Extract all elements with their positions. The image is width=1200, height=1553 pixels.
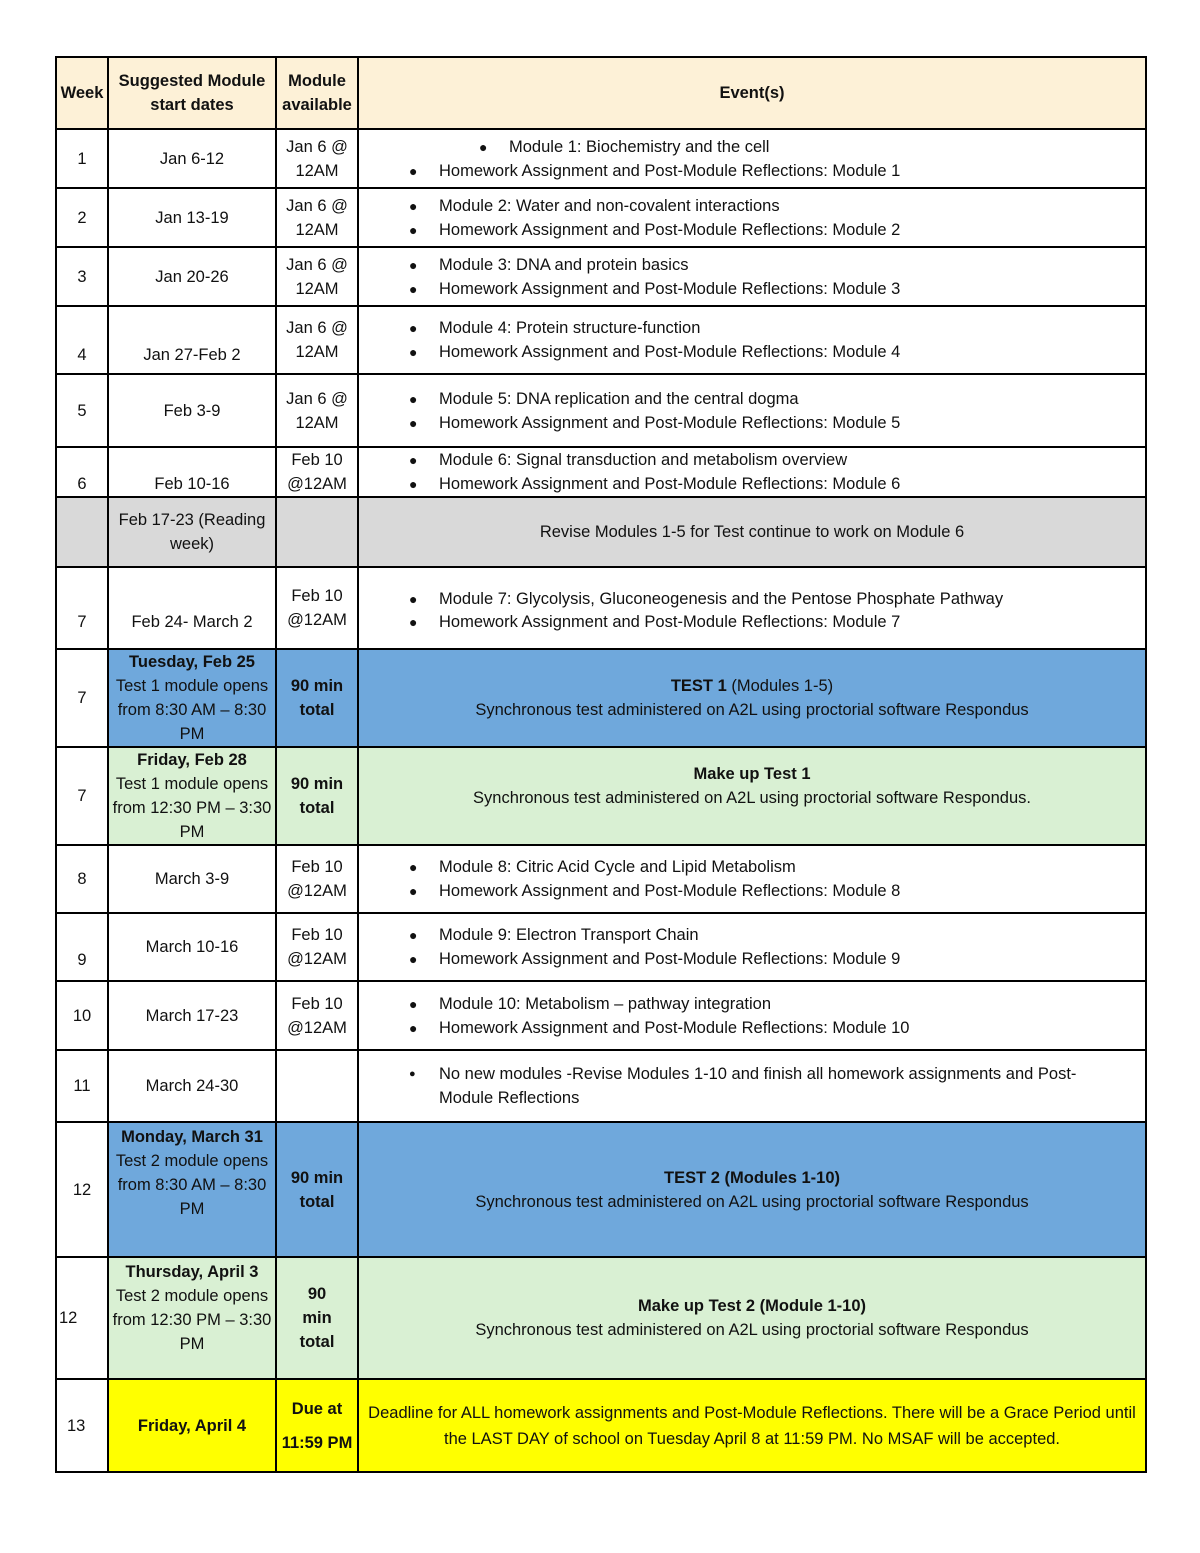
test-date: Tuesday, Feb 25	[129, 653, 255, 671]
dates-cell: Feb 24- March 2	[108, 567, 276, 649]
test-window: Test 2 module opens from 8:30 AM – 8:30 PM	[115, 1152, 269, 1218]
makeup-test-1-row	[56, 747, 1146, 845]
events-cell	[358, 374, 1146, 447]
dates-cell: Friday, April 4	[108, 1379, 276, 1472]
list-item: ● Homework Assignment and Post-Module Reflections: Module 4	[409, 343, 901, 361]
makeup-test-2-row	[56, 1257, 1146, 1379]
list-item: ● Module 9: Electron Transport Chain	[409, 926, 699, 944]
table-row	[56, 913, 1146, 981]
events-cell	[358, 188, 1146, 247]
available-cell: Feb 10 @12AM	[276, 845, 358, 913]
available-cell	[276, 1379, 358, 1472]
week-cell: 7	[56, 649, 108, 747]
test-description: Synchronous test administered on A2L using proctorial software Respondus	[475, 1321, 1029, 1339]
available-cell	[276, 1050, 358, 1122]
available-cell: Feb 10 @12AM	[276, 567, 358, 649]
table-row	[56, 567, 1146, 649]
test-title: Make up Test 2 (Module 1-10)	[638, 1297, 866, 1315]
events-cell	[358, 1122, 1146, 1257]
available-cell: Feb 10 @12AM	[276, 981, 358, 1050]
list-item: ● Homework Assignment and Post-Module Reflections: Module 1	[409, 161, 901, 180]
available-cell: Jan 6 @ 12AM	[276, 129, 358, 188]
dates-cell: Feb 3-9	[108, 374, 276, 447]
list-item: ● Module 5: DNA replication and the central dogma	[409, 389, 799, 408]
list-item: ● Homework Assignment and Post-Module Reflections: Module 5	[409, 413, 901, 432]
events-cell	[358, 1257, 1146, 1379]
available-cell: Jan 6 @ 12AM	[276, 374, 358, 447]
table-row	[56, 247, 1146, 306]
test-description: Synchronous test administered on A2L using proctorial software Respondus.	[473, 789, 1031, 807]
dates-cell: Jan 13-19	[108, 188, 276, 247]
week-cell: 4	[56, 306, 108, 374]
dates-cell: Feb 10-16	[108, 447, 276, 497]
table-row	[56, 845, 1146, 913]
list-item: ● Module 3: DNA and protein basics	[409, 255, 689, 274]
list-item: ● Module 1: Biochemistry and the cell	[479, 137, 770, 156]
list-item: ● Module 8: Citric Acid Cycle and Lipid Metabolism	[409, 858, 796, 876]
dates-cell: March 17-23	[108, 981, 276, 1050]
test-date: Friday, Feb 28	[137, 751, 247, 769]
available-cell: Jan 6 @ 12AM	[276, 306, 358, 374]
week-cell: 7	[56, 567, 108, 649]
list-item: ● Homework Assignment and Post-Module Reflections: Module 7	[409, 612, 901, 631]
events-cell	[358, 247, 1146, 306]
dates-cell	[108, 1122, 276, 1257]
available-cell: Jan 6 @ 12AM	[276, 188, 358, 247]
dates-cell	[108, 649, 276, 747]
available-cell: 90 min total	[276, 747, 358, 845]
header-module-available: Module available	[276, 57, 358, 129]
week-cell	[56, 497, 108, 567]
events-cell	[358, 567, 1146, 649]
table-row	[56, 306, 1146, 374]
table-row	[56, 1050, 1146, 1122]
list-item: ● No new modules -Revise Modules 1-10 and finish all homework assignments and Post-Module Reflections	[409, 1065, 1077, 1107]
header-start-dates: Suggested Module start dates	[108, 57, 276, 129]
week-cell: 3	[56, 247, 108, 306]
list-item: ● Homework Assignment and Post-Module Reflections: Module 2	[409, 220, 901, 239]
dates-cell: Jan 6-12	[108, 129, 276, 188]
list-item: ● Homework Assignment and Post-Module Reflections: Module 3	[409, 279, 901, 298]
dates-cell	[108, 747, 276, 845]
header-events: Event(s)	[358, 57, 1146, 129]
events-cell	[358, 747, 1146, 845]
test-title: Make up Test 1	[693, 765, 811, 783]
events-cell	[358, 981, 1146, 1050]
available-cell	[276, 497, 358, 567]
test-date: Thursday, April 3	[125, 1263, 259, 1281]
dates-cell: March 24-30	[108, 1050, 276, 1122]
events-cell: Revise Modules 1-5 for Test continue to work on Module 6	[358, 497, 1146, 567]
list-item: ● Module 4: Protein structure-function	[409, 319, 701, 337]
test-window: Test 1 module opens from 8:30 AM – 8:30 PM	[115, 677, 269, 743]
table-row	[56, 447, 1146, 497]
test-modules: (Modules 1-5)	[726, 677, 834, 695]
events-cell	[358, 1050, 1146, 1122]
due-time: 11:59 PM	[281, 1433, 353, 1452]
dates-cell: Jan 20-26	[108, 247, 276, 306]
available-cell: Jan 6 @ 12AM	[276, 247, 358, 306]
test-description: Synchronous test administered on A2L using proctorial software Respondus	[475, 1192, 1029, 1211]
list-item: ● Module 2: Water and non-covalent interactions	[409, 196, 780, 215]
test-title: TEST 1	[670, 677, 727, 695]
test-1-row	[56, 649, 1146, 747]
table-row	[56, 981, 1146, 1050]
dates-cell: Feb 17-23 (Reading week)	[108, 497, 276, 567]
available-cell: Feb 10 @12AM	[276, 447, 358, 497]
available-cell: Feb 10 @12AM	[276, 913, 358, 981]
header-week: Week	[56, 57, 108, 129]
list-item: ● Module 10: Metabolism – pathway integration	[409, 994, 772, 1013]
test-date: Monday, March 31	[121, 1128, 263, 1146]
week-cell: 6	[56, 447, 108, 497]
events-cell	[358, 129, 1146, 188]
dates-cell	[108, 1257, 276, 1379]
events-cell	[358, 913, 1146, 981]
events-cell	[358, 447, 1146, 497]
list-item: ● Module 7: Glycolysis, Gluconeogenesis and the Pentose Phosphate Pathway	[409, 589, 1004, 608]
dates-cell: Jan 27-Feb 2	[108, 306, 276, 374]
test-window: Test 1 module opens from 12:30 PM – 3:30 PM	[112, 775, 272, 841]
reading-week-row	[56, 497, 1146, 567]
list-item: ● Homework Assignment and Post-Module Reflections: Module 9	[409, 950, 901, 968]
list-item: ● Homework Assignment and Post-Module Reflections: Module 8	[409, 882, 901, 900]
test-title: TEST 2 (Modules 1-10)	[663, 1168, 841, 1187]
week-cell: 10	[56, 981, 108, 1050]
test-window: Test 2 module opens from 12:30 PM – 3:30 PM	[112, 1287, 272, 1353]
events-cell	[358, 649, 1146, 747]
table-row	[56, 129, 1146, 188]
list-item: ● Module 6: Signal transduction and metabolism overview	[409, 451, 848, 469]
week-cell: 11	[56, 1050, 108, 1122]
events-cell	[358, 845, 1146, 913]
test-description: Synchronous test administered on A2L using proctorial software Respondus	[475, 701, 1029, 719]
week-cell: 12	[56, 1122, 108, 1257]
header-row	[56, 57, 1146, 129]
week-cell: 9	[56, 913, 108, 981]
table-row	[56, 188, 1146, 247]
week-cell: 13	[56, 1379, 108, 1472]
week-cell: 7	[56, 747, 108, 845]
test-2-row	[56, 1122, 1146, 1257]
dates-cell: March 10-16	[108, 913, 276, 981]
schedule-table	[55, 56, 1147, 1473]
available-cell: 90 min total	[276, 649, 358, 747]
week-cell: 5	[56, 374, 108, 447]
due-label: Due at	[291, 1399, 343, 1418]
week-cell: 2	[56, 188, 108, 247]
week-cell: 8	[56, 845, 108, 913]
deadline-row	[56, 1379, 1146, 1472]
dates-cell: March 3-9	[108, 845, 276, 913]
table-row	[56, 374, 1146, 447]
available-cell: 90 min total	[276, 1257, 358, 1379]
list-item: ● Homework Assignment and Post-Module Reflections: Module 6	[409, 475, 901, 493]
week-cell: 12	[56, 1257, 108, 1379]
events-cell: Deadline for ALL homework assignments and Post-Module Reflections. There will be a Grace Period until the LAST DAY of school on Tuesday April 8 at 11:59 PM. No MSAF will be accepted.	[358, 1379, 1146, 1472]
available-cell: 90 min total	[276, 1122, 358, 1257]
events-cell	[358, 306, 1146, 374]
week-cell: 1	[56, 129, 108, 188]
list-item: ● Homework Assignment and Post-Module Reflections: Module 10	[409, 1018, 910, 1037]
